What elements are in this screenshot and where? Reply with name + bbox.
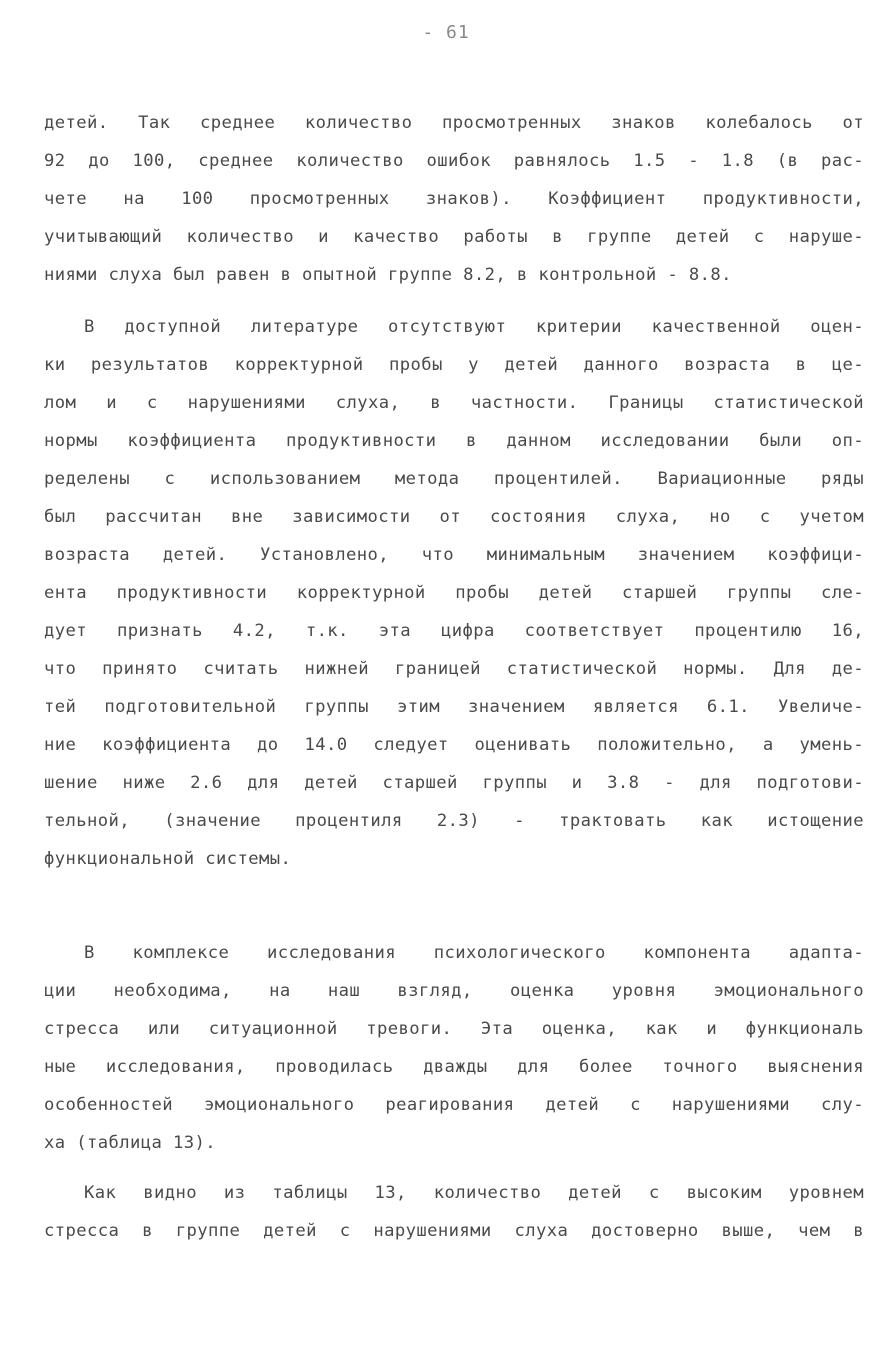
text-line: чете на 100 просмотренных знаков). Коэффициент продуктивности, (44, 189, 864, 209)
text-line: возраста детей. Установлено, что минимальным значением коэффици- (44, 545, 864, 565)
text-line: ции необходима, на наш взгляд, оценка уровня эмоционального (44, 981, 864, 1001)
text-line: ента продуктивности корректурной пробы детей старшей группы сле- (44, 583, 864, 603)
paragraph-4 (44, 1174, 864, 1250)
paragraph-1 (44, 104, 864, 294)
text-line: функциональной системы. (44, 849, 292, 869)
text-line: дует признать 4.2, т.к. эта цифра соответствует процентилю 16, (44, 621, 864, 641)
text-line: Как видно из таблицы 13, количество детей с высоким уровнем (84, 1183, 864, 1203)
text-line: стресса или ситуационной тревоги. Эта оценка, как и функциональ (44, 1019, 864, 1039)
text-line: ки результатов корректурной пробы у детей данного возраста в це- (44, 355, 864, 375)
text-line: ние коэффициента до 14.0 следует оценивать положительно, а умень- (44, 735, 864, 755)
text-line: ределены с использованием метода процентилей. Вариационные ряды (44, 469, 864, 489)
text-line: стресса в группе детей с нарушениями слуха достоверно выше, чем в (44, 1221, 864, 1241)
paragraph-2 (44, 308, 864, 878)
text-line: особенностей эмоционального реагирования детей с нарушениями слу- (44, 1095, 864, 1115)
text-line: тельной, (значение процентиля 2.3) - трактовать как истощение (44, 811, 864, 831)
text-line: нормы коэффициента продуктивности в данном исследовании были оп- (44, 431, 864, 451)
text-line: 92 до 100, среднее количество ошибок равнялось 1.5 - 1.8 (в рас- (44, 151, 864, 171)
text-line: что принято считать нижней границей статистической нормы. Для де- (44, 659, 864, 679)
text-line: ха (таблица 13). (44, 1133, 216, 1153)
text-line: учитывающий количество и качество работы в группе детей с наруше- (44, 227, 864, 247)
page-number: - 61 (422, 22, 470, 43)
text-line: В доступной литературе отсутствуют критерии качественной оцен- (84, 317, 864, 337)
text-line: шение ниже 2.6 для детей старшей группы и 3.8 - для подготови- (44, 773, 864, 793)
paragraph-3 (44, 934, 864, 1162)
text-line: лом и с нарушениями слуха, в частности. Границы статистической (44, 393, 864, 413)
text-line: ные исследования, проводилась дважды для более точного выяснения (44, 1057, 864, 1077)
text-line: В комплексе исследования психологического компонента адапта- (84, 943, 864, 963)
text-line: детей. Так среднее количество просмотренных знаков колебалось от (44, 113, 864, 133)
text-line: ниями слуха был равен в опытной группе 8.2, в контрольной - 8.8. (44, 265, 732, 285)
text-line: был рассчитан вне зависимости от состояния слуха, но с учетом (44, 507, 864, 527)
text-line: тей подготовительной группы этим значением является 6.1. Увеличе- (44, 697, 864, 717)
